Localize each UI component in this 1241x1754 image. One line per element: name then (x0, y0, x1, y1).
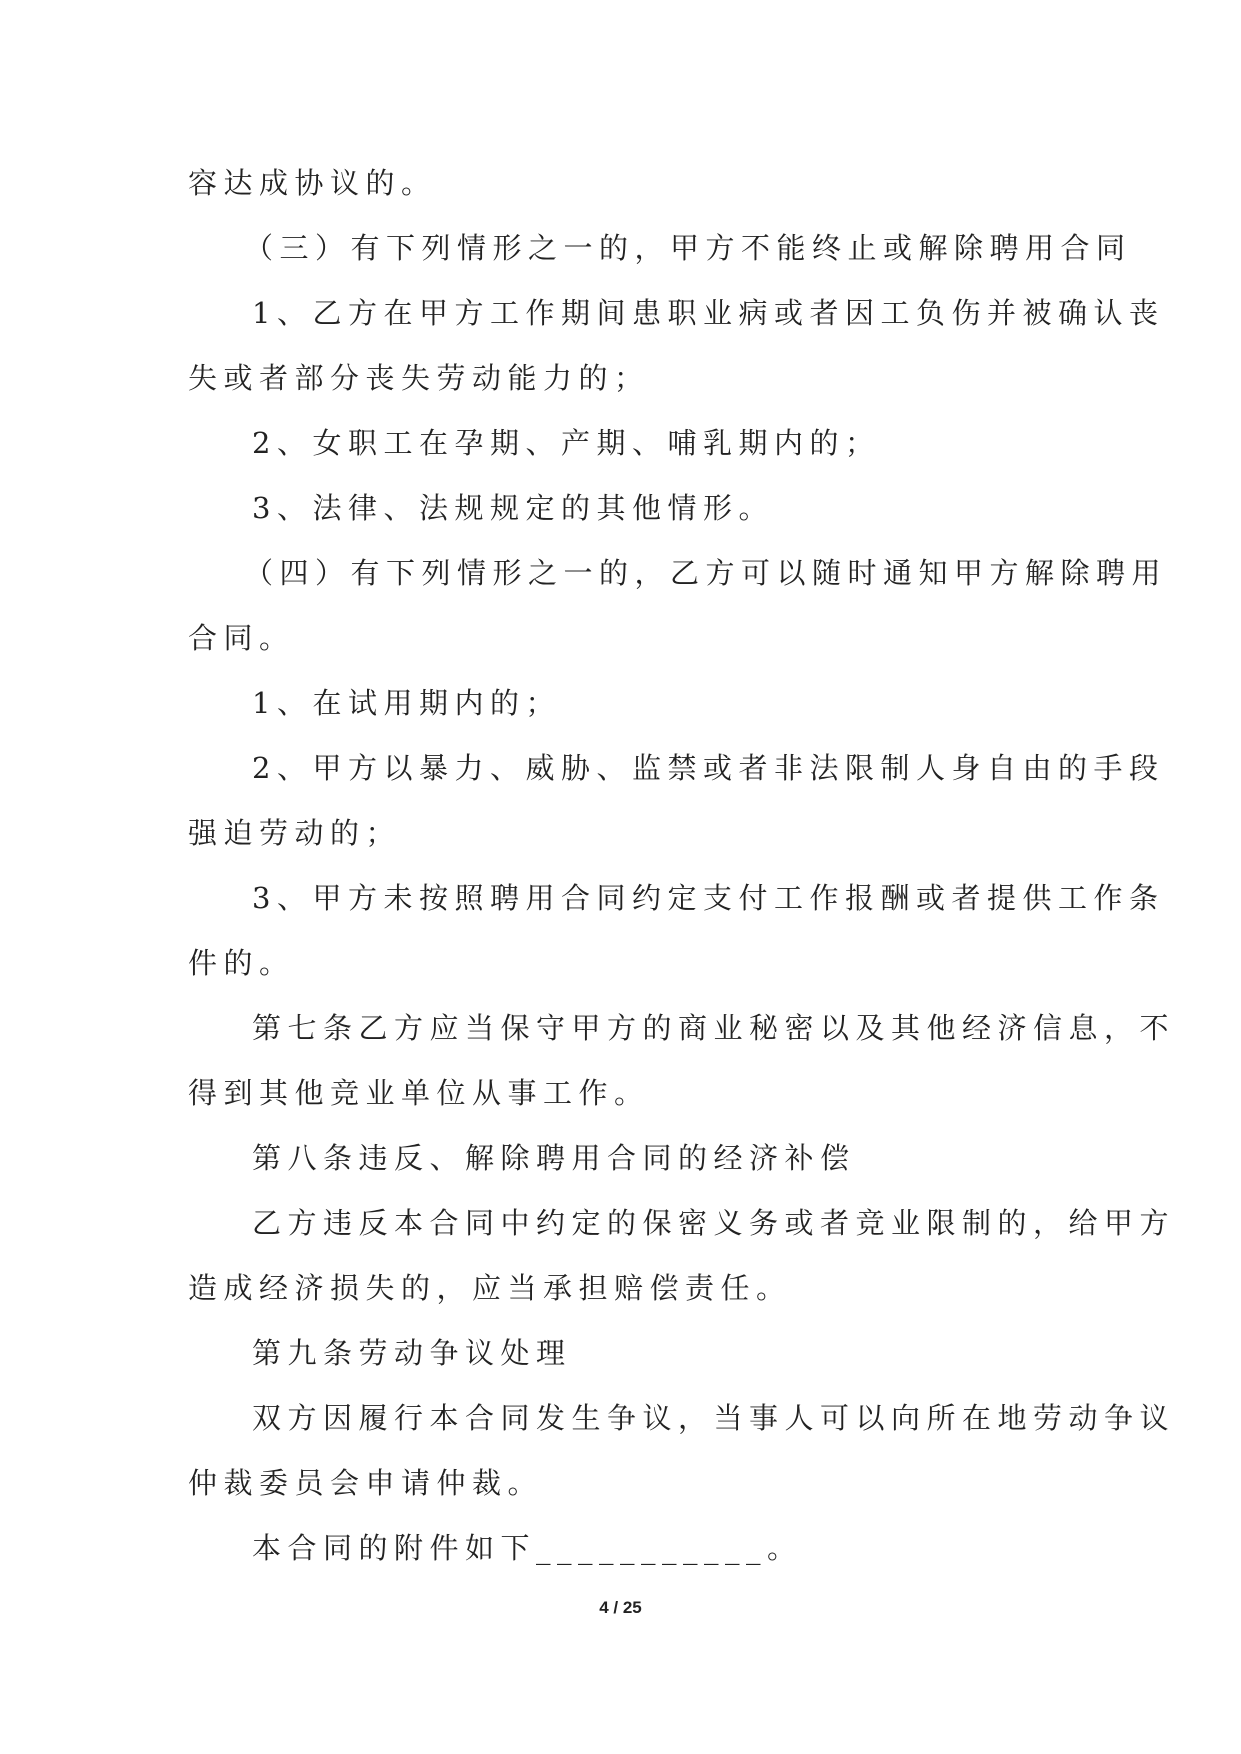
text-line: 1、在试用期内的； (252, 686, 561, 720)
text-line: 3、法律、法规规定的其他情形。 (252, 491, 774, 525)
text-line: 乙方违反本合同中约定的保密义务或者竞业限制的，给甲方 (252, 1206, 1176, 1240)
text-line: 合同。 (188, 621, 295, 655)
text-line: 得到其他竞业单位从事工作。 (188, 1076, 650, 1110)
text-line: 容达成协议的。 (188, 166, 437, 200)
text-line: 第七条乙方应当保守甲方的商业秘密以及其他经济信息，不 (252, 1011, 1176, 1045)
text-line: 3、甲方未按照聘用合同约定支付工作报酬或者提供工作条 (252, 881, 1165, 915)
text-line: 双方因履行本合同发生争议，当事人可以向所在地劳动争议 (252, 1401, 1176, 1435)
page-number: 4 / 25 (599, 1598, 642, 1617)
text-line: （四）有下列情形之一的，乙方可以随时通知甲方解除聘用 (244, 556, 1168, 590)
text-line: （三）有下列情形之一的，甲方不能终止或解除聘用合同 (244, 231, 1132, 265)
text-line: 第八条违反、解除聘用合同的经济补偿 (252, 1141, 856, 1175)
text-line: 2、甲方以暴力、威胁、监禁或者非法限制人身自由的手段 (252, 751, 1165, 785)
text-line: 件的。 (188, 946, 295, 980)
text-line: 本合同的附件如下___________。 (252, 1531, 803, 1565)
text-line: 失或者部分丧失劳动能力的； (188, 361, 650, 395)
text-line: 1、乙方在甲方工作期间患职业病或者因工负伤并被确认丧 (252, 296, 1165, 330)
text-line: 第九条劳动争议处理 (252, 1336, 572, 1370)
text-line: 2、女职工在孕期、产期、哺乳期内的； (252, 426, 881, 460)
text-line: 强迫劳动的； (188, 816, 402, 850)
text-line: 仲裁委员会申请仲裁。 (188, 1466, 544, 1500)
text-line: 造成经济损失的，应当承担赔偿责任。 (188, 1271, 792, 1305)
